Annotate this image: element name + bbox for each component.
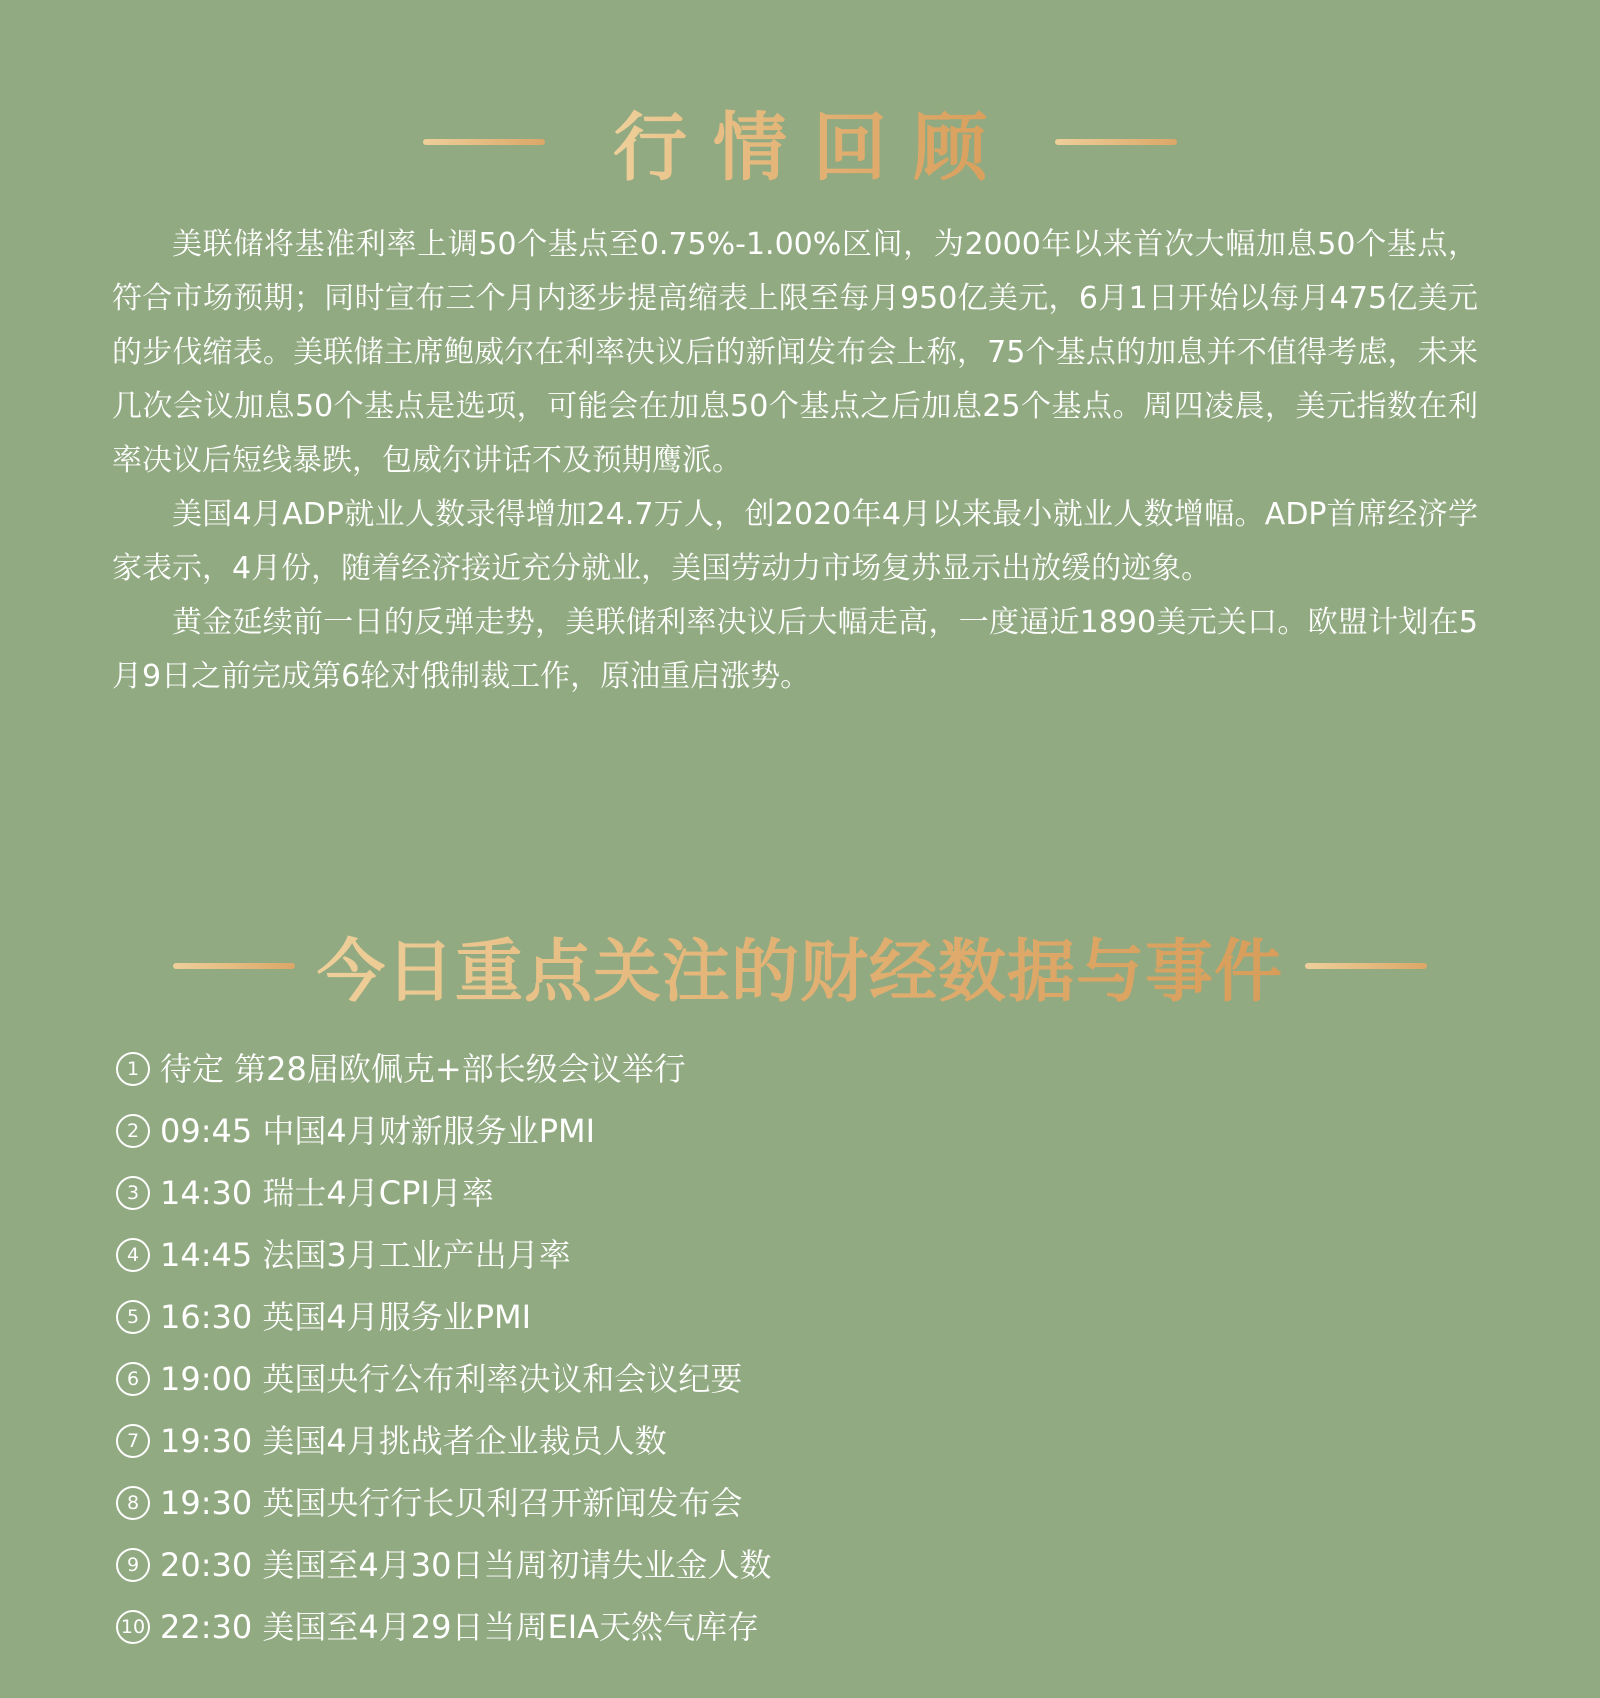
review-heading <box>0 92 1600 192</box>
event-text: 待定 第28届欧佩克+部长级会议举行 <box>160 1050 686 1088</box>
event-text: 09:45 中国4月财新服务业PMI <box>160 1112 596 1150</box>
review-paragraph-adp: 美国4月ADP就业人数录得增加24.7万人，创2020年4月以来最小就业人数增幅。ADP首席经济学家表示，4月份，随着经济接近充分就业，美国劳动力市场复苏显示出放缓的迹象。 <box>112 497 1478 586</box>
event-text: 19:30 英国央行行长贝利召开新闻发布会 <box>160 1484 743 1522</box>
circled-number-badge: 3 <box>116 1176 150 1210</box>
review-paragraph-gold-oil: 黄金延续前一日的反弹走势，美联储利率决议后大幅走高，一度逼近1890美元关口。欧盟计划在5月9日之前完成第6轮对俄制裁工作，原油重启涨势。 <box>112 605 1478 694</box>
circled-number-badge: 2 <box>116 1114 150 1148</box>
heading-dash-right <box>1055 139 1177 145</box>
list-item <box>116 1534 771 1596</box>
circled-number-badge: 5 <box>116 1300 150 1334</box>
list-item <box>116 1286 771 1348</box>
event-text: 19:00 英国央行公布利率决议和会议纪要 <box>160 1360 743 1398</box>
review-heading-title: 行情回顾 <box>613 89 1013 195</box>
heading-dash-left <box>173 963 295 969</box>
list-item <box>116 1038 771 1100</box>
list-item <box>116 1596 771 1658</box>
list-item <box>116 1224 771 1286</box>
review-body <box>112 218 1478 704</box>
circled-number-badge: 10 <box>116 1610 150 1644</box>
circled-number-badge: 8 <box>116 1486 150 1520</box>
circled-number-badge: 1 <box>116 1052 150 1086</box>
event-text: 16:30 英国4月服务业PMI <box>160 1298 532 1336</box>
heading-dash-right <box>1305 963 1427 969</box>
list-item <box>116 1410 771 1472</box>
event-text: 20:30 美国至4月30日当周初请失业金人数 <box>160 1546 772 1584</box>
event-text: 19:30 美国4月挑战者企业裁员人数 <box>160 1422 667 1460</box>
events-heading <box>0 916 1600 1016</box>
list-item <box>116 1472 771 1534</box>
list-item <box>116 1162 771 1224</box>
events-list <box>116 1038 771 1658</box>
event-text: 14:45 法国3月工业产出月率 <box>160 1236 571 1274</box>
list-item <box>116 1348 771 1410</box>
event-text: 22:30 美国至4月29日当周EIA天然气库存 <box>160 1608 760 1646</box>
circled-number-badge: 4 <box>116 1238 150 1272</box>
circled-number-badge: 9 <box>116 1548 150 1582</box>
review-paragraph-fed: 美联储将基准利率上调50个基点至0.75%-1.00%区间，为2000年以来首次大幅加息50个基点，符合市场预期；同时宣布三个月内逐步提高缩表上限至每月950亿美元，6月1日开始以每月475亿美元的步伐缩表。美联储主席鲍威尔在利率决议后的新闻发布会上称，75个基点的加息并不值得考虑，未来几次会议加息50个基点是选项，可能会在加息50个基点之后加息25个基点。周四凌晨，美元指数在利率决议后短线暴跌，包威尔讲话不及预期鹰派。 <box>112 227 1478 478</box>
events-heading-title: 今日重点关注的财经数据与事件 <box>317 918 1283 1015</box>
circled-number-badge: 6 <box>116 1362 150 1396</box>
list-item <box>116 1100 771 1162</box>
circled-number-badge: 7 <box>116 1424 150 1458</box>
heading-dash-left <box>423 139 545 145</box>
event-text: 14:30 瑞士4月CPI月率 <box>160 1174 494 1212</box>
